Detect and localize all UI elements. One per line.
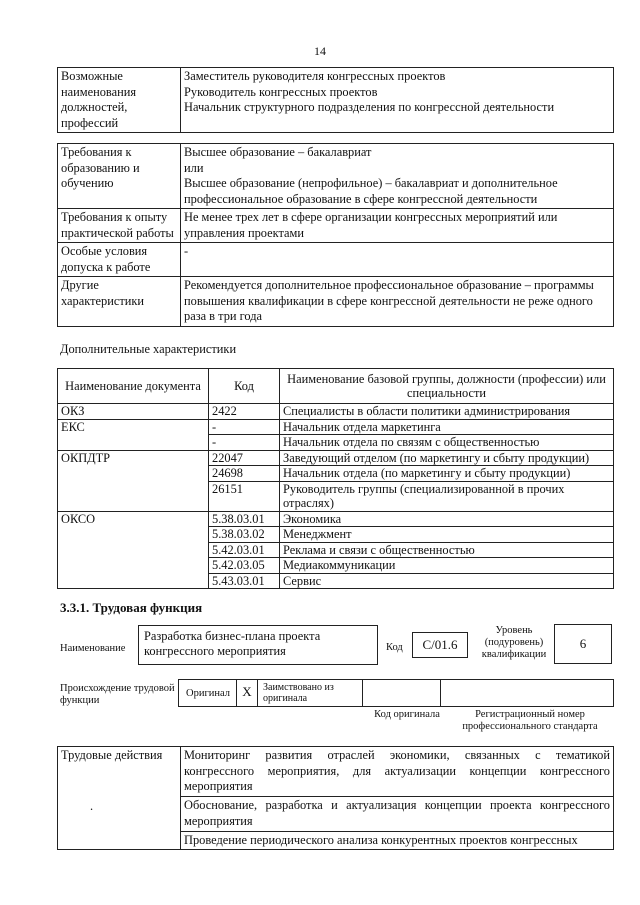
- name-cell: Медиакоммуникации: [280, 558, 614, 574]
- doc-cell: ОКЗ: [58, 404, 209, 420]
- table-row: [58, 277, 614, 327]
- positions-label: Возможные наименования должностей, профессий: [58, 68, 181, 133]
- code-cell: 5.38.03.01: [209, 511, 280, 527]
- doc-cell: ОКСО: [58, 511, 209, 589]
- name-cell: Менеджмент: [280, 527, 614, 543]
- position-item: Начальник структурного подразделения по конгрессной деятельности: [184, 100, 555, 114]
- table-row: [58, 419, 614, 435]
- table-row: [58, 404, 614, 420]
- code-value: C/01.6: [422, 637, 458, 652]
- table-row: [58, 243, 614, 277]
- code-cell: 2422: [209, 404, 280, 420]
- code-cell: 22047: [209, 450, 280, 466]
- reg-number-label: Регистрационный номер профессионального стандарта: [462, 709, 598, 732]
- classification-table: [57, 368, 614, 589]
- name-cell: Экономика: [280, 511, 614, 527]
- doc-cell: ЕКС: [58, 419, 209, 450]
- education-value: [181, 144, 614, 209]
- name-cell: Заведующий отделом (по маркетингу и сбыту продукции): [280, 450, 614, 466]
- function-name-value: Разработка бизнес-плана проекта конгрессного мероприятия: [144, 629, 321, 658]
- position-item: Заместитель руководителя конгрессных проектов: [184, 69, 446, 83]
- divider: [362, 679, 363, 707]
- level-box: [554, 624, 612, 664]
- experience-label: Требования к опыту практической работы: [58, 209, 181, 243]
- original-mark-box: [236, 679, 258, 707]
- code-cell: 24698: [209, 466, 280, 482]
- divider: [440, 679, 441, 707]
- column-header: Наименование документа: [58, 369, 209, 404]
- other-value: Рекомендуется дополнительное профессиональное образование – программы повышения квалификации в сфере конгрессной деятельности не реже одного раза в три года: [181, 277, 614, 327]
- position-item: Руководитель конгрессных проектов: [184, 84, 378, 99]
- education-line: или: [184, 160, 204, 175]
- code-cell: 5.38.03.02: [209, 527, 280, 543]
- table-row: [58, 144, 614, 209]
- labor-actions-label-text: Трудовые действия: [61, 748, 163, 762]
- positions-table: [57, 67, 614, 133]
- requirements-table: [57, 143, 614, 327]
- labor-action-item: Мониторинг развития отраслей экономики, связанных с тематикой конгрессного мероприятия, для актуализации концепции конгрессного мероприятия: [181, 747, 614, 797]
- table-row: [58, 450, 614, 466]
- labor-action-item: Обоснование, разработка и актуализация концепции проекта конгрессного мероприятия: [181, 797, 614, 831]
- experience-value: Не менее трех лет в сфере организации конгрессных мероприятий или управления проектами: [181, 209, 614, 243]
- function-name-box: [138, 625, 378, 665]
- doc-cell: ОКПДТР: [58, 450, 209, 511]
- education-label: Требования к образованию и обучению: [58, 144, 181, 209]
- code-cell: 5.42.03.05: [209, 558, 280, 574]
- other-label: Другие характеристики: [58, 277, 181, 327]
- code-cell: -: [209, 435, 280, 451]
- level-value: 6: [579, 636, 587, 651]
- code-box: [412, 632, 468, 658]
- additional-characteristics-title: Дополнительные характеристики: [60, 342, 237, 356]
- original-label: Оригинал: [186, 688, 230, 699]
- labor-actions-table: [57, 746, 614, 850]
- positions-values: [181, 68, 614, 133]
- page-number: 14: [314, 44, 326, 58]
- code-cell: 5.42.03.01: [209, 542, 280, 558]
- code-cell: -: [209, 419, 280, 435]
- name-cell: Начальник отдела (по маркетингу и сбыту продукции): [280, 466, 614, 482]
- special-conditions-label: Особые условия допуска к работе: [58, 243, 181, 277]
- education-line: Высшее образование – бакалавриат: [184, 145, 372, 159]
- name-cell: Начальник отдела маркетинга: [280, 419, 614, 435]
- table-header-row: [58, 369, 614, 404]
- stray-dot: .: [90, 799, 94, 813]
- table-row: [58, 511, 614, 527]
- table-row: [58, 209, 614, 243]
- code-cell: 5.43.03.01: [209, 573, 280, 589]
- name-cell: Сервис: [280, 573, 614, 589]
- name-cell: Руководитель группы (специализированной в прочих отраслях): [280, 481, 614, 511]
- name-cell: Специалисты в области политики администрирования: [280, 404, 614, 420]
- labor-action-item: Проведение периодического анализа конкурентных проектов конгрессных: [181, 831, 614, 850]
- section-title: 3.3.1. Трудовая функция: [60, 600, 203, 615]
- borrowed-label: Заимствовано из оригинала: [263, 682, 334, 704]
- education-line: Высшее образование (непрофильное) – бакалавриат и дополнительное профессиональное образование в сфере конгрессной деятельности: [184, 176, 558, 206]
- code-cell: 26151: [209, 481, 280, 511]
- labor-actions-label: [58, 747, 181, 850]
- name-label: Наименование: [60, 643, 126, 654]
- level-label: Уровень (подуровень) квалификации: [481, 625, 547, 660]
- column-header: Код: [209, 369, 280, 404]
- table-row: [58, 747, 614, 797]
- code-original-label: Код оригинала: [374, 709, 440, 720]
- name-cell: Начальник отдела по связям с общественностью: [280, 435, 614, 451]
- original-mark: X: [242, 684, 252, 699]
- special-conditions-value: -: [181, 243, 614, 277]
- code-label: Код: [386, 642, 403, 653]
- name-cell: Реклама и связи с общественностью: [280, 542, 614, 558]
- origin-label: Происхождение трудовой функции: [60, 683, 175, 706]
- column-header: Наименование базовой группы, должности (профессии) или специальности: [280, 369, 614, 404]
